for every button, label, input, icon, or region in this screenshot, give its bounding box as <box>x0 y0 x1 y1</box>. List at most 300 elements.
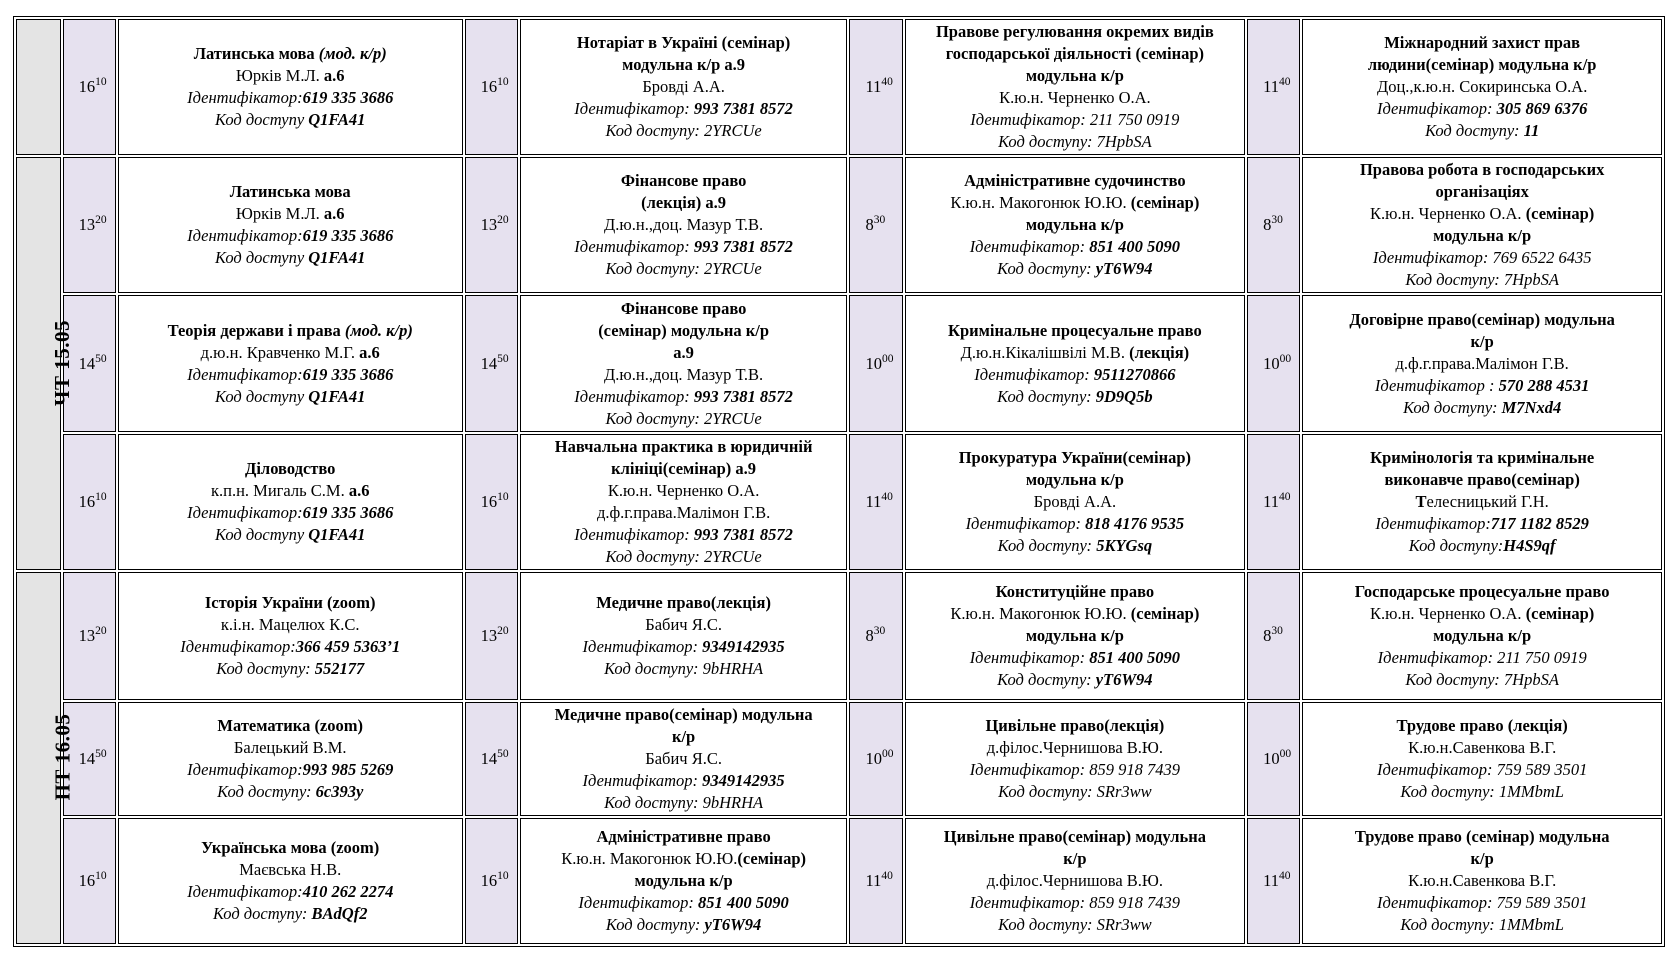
class-text: Медичне право(семінар) модульна <box>554 704 813 724</box>
class-text: Бабич Я.С. <box>645 748 722 768</box>
class-line <box>908 447 1242 469</box>
class-line <box>121 65 460 87</box>
time-hour: 16 <box>480 77 498 97</box>
class-text: Кримінологія та кримінальне <box>1370 447 1595 467</box>
time-cell <box>465 572 518 700</box>
class-text: 9349142935 <box>702 636 785 656</box>
class-text: 717 1182 8529 <box>1490 513 1589 533</box>
day-cell <box>16 572 75 944</box>
class-text: yT6W94 <box>1095 669 1153 689</box>
class-text: Ідентифікатор: <box>187 502 303 522</box>
class-text: Код доступу: 9bHRHA <box>604 658 764 678</box>
class-line <box>121 837 460 859</box>
class-text: Ідентифікатор: <box>187 88 303 108</box>
class-text: господарської діяльності (семінар) <box>945 44 1205 64</box>
class-line <box>1305 491 1659 513</box>
class-text: Прокуратура України(семінар) <box>958 447 1192 467</box>
time-hour: 14 <box>480 353 498 373</box>
class-line <box>121 658 460 680</box>
class-line <box>523 592 845 614</box>
class-text: (семінар) <box>1525 603 1595 623</box>
class-text: Адміністративне право <box>596 826 771 846</box>
class-text: Ідентифікатор: 769 6522 6435 <box>1372 248 1592 268</box>
time-hour: 8 <box>1263 625 1272 645</box>
class-text: Кримінальне процесуальне право <box>948 320 1202 340</box>
class-cell <box>520 572 848 700</box>
class-line <box>908 737 1242 759</box>
time-minutes: 10 <box>497 490 509 503</box>
class-text: 11 <box>1523 121 1540 141</box>
class-line <box>523 170 845 192</box>
class-text: BAdQf2 <box>311 903 368 923</box>
class-text: 993 7381 8572 <box>693 237 793 257</box>
class-text: модульна к/р а.9 <box>622 55 746 75</box>
class-line <box>523 848 845 870</box>
time-hour: 10 <box>1263 353 1280 373</box>
class-line <box>1305 848 1659 870</box>
class-text: Q1FA41 <box>308 386 366 406</box>
class-text: Код доступу: 9bHRHA <box>604 792 764 812</box>
day-cell <box>16 157 74 570</box>
class-line <box>908 892 1242 914</box>
class-text: Код доступу: 7HpbSA <box>1405 270 1559 290</box>
schedule-row <box>16 818 1662 944</box>
class-text: 366 459 5363’1 <box>295 636 401 656</box>
class-line <box>1305 309 1659 331</box>
class-text: модульна к/р <box>1433 226 1532 246</box>
class-line <box>121 903 460 925</box>
class-line <box>908 87 1242 109</box>
class-line <box>523 546 845 568</box>
class-line <box>121 458 460 480</box>
class-text: Ідентифікатор: <box>1375 513 1491 533</box>
class-text: Історія України (zoom) <box>204 592 376 612</box>
day-label: ЧТ 15.05 <box>49 319 74 406</box>
class-text: 993 7381 8572 <box>693 99 793 119</box>
class-text: Фінансове право <box>620 298 747 318</box>
class-text: д.філос.Чернишова В.Ю. <box>986 870 1164 890</box>
class-line <box>908 625 1242 647</box>
class-line <box>523 32 845 54</box>
class-line <box>121 859 460 881</box>
class-line <box>121 592 460 614</box>
class-cell <box>118 157 463 293</box>
class-text: 993 7381 8572 <box>693 524 793 544</box>
class-line <box>1305 269 1659 291</box>
schedule-row <box>16 702 1662 816</box>
time-cell <box>63 19 116 155</box>
class-line <box>121 320 460 342</box>
class-text: (семінар) модульна к/р <box>598 320 770 340</box>
time-cell <box>465 295 518 431</box>
class-text: а.6 <box>323 204 345 224</box>
class-text: Код доступу <box>214 248 309 268</box>
class-line <box>908 131 1242 153</box>
time-minutes: 10 <box>95 490 107 503</box>
class-cell <box>905 295 1245 431</box>
class-line <box>523 98 845 120</box>
class-text: Код доступу <box>214 524 309 544</box>
class-line <box>1305 181 1659 203</box>
time-cell <box>1247 295 1300 431</box>
day-label: ПТ 16.05 <box>50 713 75 801</box>
class-cell <box>1302 19 1662 155</box>
class-text: модульна к/р <box>1025 625 1124 645</box>
class-cell <box>1302 818 1662 944</box>
class-line <box>523 386 845 408</box>
class-line <box>908 669 1242 691</box>
time-cell <box>63 818 116 944</box>
class-text: Код доступу: <box>997 669 1096 689</box>
class-text: К.ю.н.Савенкова В.Г. <box>1408 737 1557 757</box>
class-text: Доц.,к.ю.н. Сокиринська О.А. <box>1376 77 1588 97</box>
class-cell <box>905 19 1245 155</box>
class-line <box>1305 535 1659 557</box>
class-line <box>523 658 845 680</box>
class-line <box>908 170 1242 192</box>
class-line <box>1305 32 1659 54</box>
class-line <box>1305 120 1659 142</box>
time-cell <box>849 19 902 155</box>
day-cell <box>16 19 61 155</box>
class-cell <box>520 434 848 570</box>
time-cell <box>1247 572 1300 700</box>
time-minutes: 10 <box>95 869 107 882</box>
class-line <box>121 364 460 386</box>
class-line <box>121 247 460 269</box>
schedule-row <box>16 572 1662 700</box>
class-text: К.ю.н. Черненко О.А. <box>1369 204 1526 224</box>
class-line <box>1305 892 1659 914</box>
class-line <box>908 759 1242 781</box>
class-cell <box>118 702 463 816</box>
time-cell <box>465 702 518 816</box>
time-cell <box>1247 19 1300 155</box>
class-text: Нотаріат в Україні (семінар) <box>576 33 791 53</box>
class-line <box>1305 737 1659 759</box>
schedule-row <box>16 434 1662 570</box>
class-text: 851 400 5090 <box>698 892 789 912</box>
class-line <box>1305 870 1659 892</box>
class-cell <box>520 19 848 155</box>
class-line <box>523 408 845 430</box>
class-text: Код доступу: 2YRCUe <box>605 408 762 428</box>
time-hour: 13 <box>480 215 498 235</box>
class-text: Ідентифікатор: <box>574 386 694 406</box>
class-cell <box>520 702 848 816</box>
time-hour: 10 <box>865 748 882 768</box>
class-line <box>1305 159 1659 181</box>
time-minutes: 00 <box>881 352 894 365</box>
class-text: К.ю.н. Черненко О.А. <box>607 480 760 500</box>
class-text: Ідентифікатор: <box>574 524 694 544</box>
class-line <box>1305 54 1659 76</box>
class-line <box>908 364 1242 386</box>
class-cell <box>905 572 1245 700</box>
class-cell <box>905 434 1245 570</box>
class-text: Ідентифікатор: <box>969 647 1090 667</box>
class-text: M7Nxd4 <box>1501 397 1562 417</box>
class-text: Код доступу: 2YRCUe <box>605 121 762 141</box>
class-text: Код доступу: <box>997 535 1097 555</box>
class-text: 818 4176 9535 <box>1085 513 1185 533</box>
class-text: Адміністративне судочинство <box>964 171 1186 191</box>
class-text: Юрків М.Л. <box>235 204 324 224</box>
class-line <box>908 469 1242 491</box>
class-line <box>523 364 845 386</box>
class-line <box>523 614 845 636</box>
class-text: К.ю.н. Макогонюк Ю.Ю. <box>950 603 1131 623</box>
class-line <box>1305 247 1659 269</box>
class-text: а.9 <box>673 342 694 362</box>
class-text: (лекція) <box>1129 342 1190 362</box>
class-text: Q1FA41 <box>308 110 366 130</box>
time-cell <box>465 157 518 293</box>
class-text: 9511270866 <box>1093 364 1176 384</box>
time-cell <box>465 818 518 944</box>
class-text: Господарське процесуальне право <box>1354 581 1610 601</box>
class-line <box>1305 353 1659 375</box>
class-line <box>121 480 460 502</box>
class-line <box>908 21 1242 43</box>
class-text: Код доступу: <box>216 658 315 678</box>
class-text: Трудове право (лекція) <box>1396 715 1568 735</box>
time-minutes: 40 <box>881 869 893 882</box>
class-text: к.і.н. Мацелюх К.С. <box>220 614 360 634</box>
class-text: Юрків М.Л. <box>235 66 324 86</box>
class-text: Д.ю.н.Кікалішвілі М.В. <box>960 342 1130 362</box>
class-text: а.6 <box>323 66 345 86</box>
time-minutes: 20 <box>497 214 509 227</box>
time-minutes: 30 <box>873 214 886 227</box>
class-text: Фінансове право <box>620 171 747 191</box>
class-line <box>908 914 1242 936</box>
class-text: 6c393y <box>315 781 364 801</box>
class-text: к/р <box>1470 848 1494 868</box>
class-text: Бабич Я.С. <box>645 614 722 634</box>
class-line <box>908 192 1242 214</box>
class-text: 305 869 6376 <box>1496 99 1588 119</box>
class-text: Ідентифікатор: <box>574 237 694 257</box>
class-line <box>121 781 460 803</box>
class-text: Ідентифікатор: <box>180 636 296 656</box>
time-cell <box>63 572 116 700</box>
time-cell <box>1247 434 1300 570</box>
class-line <box>523 436 845 458</box>
time-hour: 10 <box>865 353 882 373</box>
class-line <box>1305 76 1659 98</box>
class-text: 5KYGsq <box>1096 535 1153 555</box>
class-text: К.ю.н. Черненко О.А. <box>999 88 1151 108</box>
class-text: к/р <box>1063 848 1087 868</box>
class-text: 410 262 2274 <box>302 881 394 901</box>
class-line <box>121 225 460 247</box>
class-line <box>1305 826 1659 848</box>
time-hour: 8 <box>865 215 874 235</box>
class-line <box>1305 647 1659 669</box>
class-line <box>908 848 1242 870</box>
class-text: 619 335 3686 <box>302 502 394 522</box>
time-cell <box>63 434 116 570</box>
class-line <box>523 770 845 792</box>
time-hour: 16 <box>78 77 96 97</box>
time-hour: 14 <box>480 748 498 768</box>
class-text: Код доступу: <box>1403 397 1502 417</box>
class-line <box>908 603 1242 625</box>
schedule-row <box>16 157 1662 293</box>
class-line <box>908 647 1242 669</box>
class-text: К.ю.н. Макогонюк Ю.Ю. <box>561 848 738 868</box>
class-line <box>1305 625 1659 647</box>
class-text: Правове регулювання окремих видів <box>935 22 1214 42</box>
schedule-table <box>13 16 1665 947</box>
class-text: К.ю.н. Макогонюк Ю.Ю. <box>950 193 1131 213</box>
class-cell <box>1302 157 1662 293</box>
time-minutes: 50 <box>497 352 509 365</box>
class-text: Українська мова (zoom) <box>201 837 380 857</box>
class-line <box>908 214 1242 236</box>
time-cell <box>849 702 902 816</box>
class-text: виконавче право(семінар) <box>1384 469 1580 489</box>
class-cell <box>520 295 848 431</box>
class-text: Ідентифікатор: <box>187 881 303 901</box>
class-text: Код доступу: <box>217 781 316 801</box>
time-hour: 13 <box>78 215 96 235</box>
class-text: Ідентифікатор: <box>1376 99 1497 119</box>
class-line <box>908 535 1242 557</box>
class-line <box>1305 331 1659 353</box>
time-cell <box>849 818 902 944</box>
class-cell <box>118 572 463 700</box>
class-text: елесницький Г.Н. <box>1426 491 1549 511</box>
class-text: модульна к/р <box>634 870 733 890</box>
class-line <box>523 258 845 280</box>
time-cell <box>63 157 116 293</box>
class-line <box>523 502 845 524</box>
class-text: Балецький В.М. <box>233 737 347 757</box>
class-text: Код доступу: SRr3ww <box>998 914 1152 934</box>
class-line <box>523 458 845 480</box>
class-text: Код доступу: 2YRCUe <box>605 259 762 279</box>
class-text: Ідентифікатор: 759 589 3501 <box>1376 892 1588 912</box>
class-line <box>1305 603 1659 625</box>
time-minutes: 20 <box>95 624 107 637</box>
time-cell <box>1247 702 1300 816</box>
class-line <box>523 298 845 320</box>
class-line <box>523 480 845 502</box>
class-line <box>523 342 845 364</box>
class-cell <box>520 157 848 293</box>
class-line <box>908 513 1242 535</box>
time-minutes: 30 <box>873 624 886 637</box>
class-text: 619 335 3686 <box>302 88 394 108</box>
class-text: Ідентифікатор: <box>582 636 703 656</box>
schedule-row <box>16 295 1662 431</box>
class-text: а.6 <box>359 342 380 362</box>
class-line <box>523 76 845 98</box>
class-line <box>1305 203 1659 225</box>
class-line <box>908 342 1242 364</box>
class-line <box>908 386 1242 408</box>
class-text: 619 335 3686 <box>302 226 394 246</box>
class-text: Медичне право(лекція) <box>596 592 771 612</box>
class-text: д.філос.Чернишова В.Ю. <box>986 737 1164 757</box>
class-text: (семінар) <box>737 848 806 868</box>
class-text: К.ю.н. Черненко О.А. <box>1369 603 1526 623</box>
class-text: yT6W94 <box>704 914 762 934</box>
time-minutes: 00 <box>881 747 894 760</box>
class-line <box>523 792 845 814</box>
time-minutes: 40 <box>881 490 893 503</box>
class-text: Т <box>1415 491 1427 511</box>
time-hour: 11 <box>865 491 882 511</box>
class-cell <box>118 295 463 431</box>
class-line <box>523 214 845 236</box>
class-text: Код доступу: 1MMbmL <box>1400 781 1564 801</box>
class-line <box>908 43 1242 65</box>
class-text: Код доступу: 7HpbSA <box>998 132 1152 152</box>
class-line <box>523 892 845 914</box>
class-line <box>523 726 845 748</box>
class-text: (семінар) <box>1130 193 1200 213</box>
time-hour: 11 <box>1263 77 1279 97</box>
class-line <box>1305 715 1659 737</box>
schedule-row <box>16 19 1662 155</box>
class-text: Код доступу: <box>1425 121 1524 141</box>
class-text: Ідентифікатор: <box>974 364 1094 384</box>
class-cell <box>1302 572 1662 700</box>
class-line <box>121 715 460 737</box>
time-minutes: 40 <box>1279 869 1291 882</box>
class-text: Ідентифікатор: 859 918 7439 <box>969 759 1181 779</box>
class-line <box>121 636 460 658</box>
class-cell <box>905 818 1245 944</box>
time-hour: 8 <box>865 625 874 645</box>
time-cell <box>465 434 518 570</box>
class-line <box>523 236 845 258</box>
class-cell <box>118 434 463 570</box>
class-line <box>121 87 460 109</box>
class-text: (мод. к/р) <box>344 320 413 340</box>
class-text: Конституційне право <box>995 581 1155 601</box>
class-text: Ідентифікатор: <box>187 226 303 246</box>
class-text: 9D9Q5b <box>1095 386 1153 406</box>
class-line <box>1305 581 1659 603</box>
time-minutes: 00 <box>1279 352 1292 365</box>
class-text: Ідентифікатор: <box>965 513 1086 533</box>
class-text: Д.ю.н.,доц. Мазур Т.В. <box>604 364 764 384</box>
class-text: (семінар) <box>1525 204 1595 224</box>
class-line <box>908 258 1242 280</box>
time-cell <box>1247 157 1300 293</box>
class-text: к/р <box>1470 331 1494 351</box>
class-text: Ідентифікатор: 859 918 7439 <box>969 892 1181 912</box>
class-text: Математика (zoom) <box>217 715 363 735</box>
class-text: 570 288 4531 <box>1498 375 1590 395</box>
class-line <box>1305 469 1659 491</box>
time-hour: 16 <box>480 491 498 511</box>
time-minutes: 40 <box>1279 76 1291 89</box>
time-minutes: 10 <box>95 76 107 89</box>
class-text: Трудове право (семінар) модульна <box>1354 826 1610 846</box>
class-text: (лекція) а.9 <box>641 193 727 213</box>
time-minutes: 10 <box>497 869 509 882</box>
class-line <box>1305 397 1659 419</box>
class-line <box>908 870 1242 892</box>
class-text: модульна к/р <box>1025 66 1124 86</box>
time-cell <box>1247 818 1300 944</box>
class-line <box>523 320 845 342</box>
